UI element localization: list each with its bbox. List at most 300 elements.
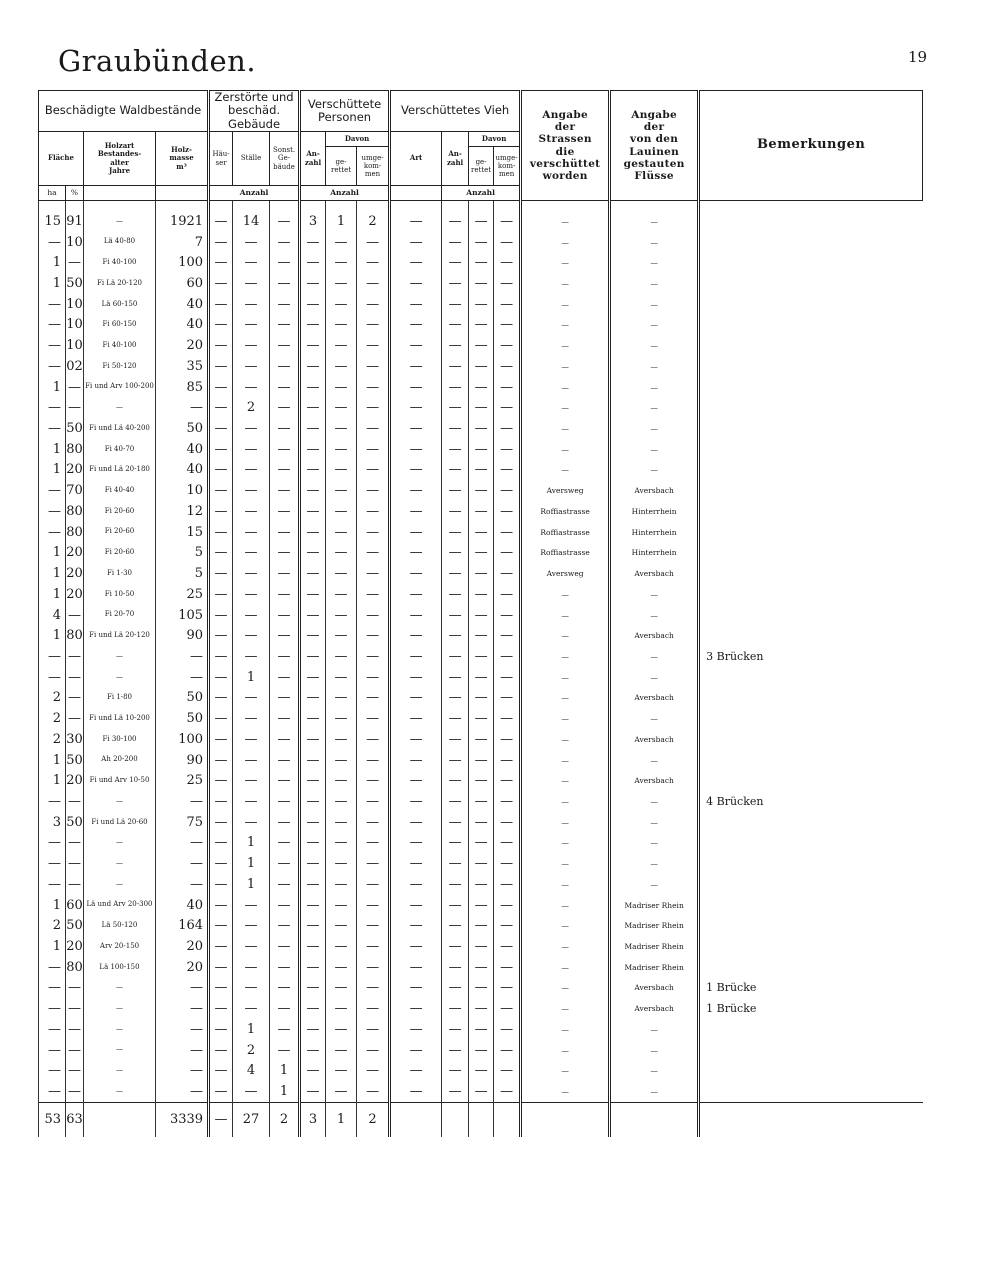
- cell-vieh-gerettet: —: [469, 232, 494, 253]
- cell-pers-gerettet: —: [326, 1081, 357, 1102]
- cell-pers-gerettet: —: [326, 1040, 357, 1061]
- cell-pers-anzahl: —: [300, 1081, 326, 1102]
- cell-staelle: 1: [233, 853, 270, 874]
- cell-pers-anzahl: —: [300, 729, 326, 750]
- cell-strasse: —: [521, 998, 610, 1019]
- cell-area-pct: 50: [66, 273, 84, 294]
- cell-haeuser: —: [209, 522, 233, 543]
- cell-sonst-gebaeude: —: [270, 833, 300, 854]
- cell-haeuser: —: [209, 335, 233, 356]
- cell-pers-umgekommen: —: [357, 294, 390, 315]
- cell-holzmasse: 90: [156, 625, 209, 646]
- cell-fluss: Hinterrhein: [610, 501, 699, 522]
- cell-vieh-umgekommen: —: [494, 397, 521, 418]
- cell-fluss: Madriser Rhein: [610, 957, 699, 978]
- cell-area-ha: —: [39, 315, 66, 336]
- cell-pers-gerettet: —: [326, 708, 357, 729]
- cell-staelle: —: [233, 377, 270, 398]
- cell-pers-anzahl: —: [300, 377, 326, 398]
- cell-fluss: Hinterrhein: [610, 543, 699, 564]
- cell-strasse: —: [521, 833, 610, 854]
- cell-sonst-gebaeude: —: [270, 252, 300, 273]
- cell-holzart: Fi 10-50: [84, 584, 156, 605]
- cell-staelle: —: [233, 750, 270, 771]
- cell-area-pct: 20: [66, 563, 84, 584]
- cell-area-pct: —: [66, 377, 84, 398]
- cell-staelle: —: [233, 957, 270, 978]
- cell-holzart: Fi 1-30: [84, 563, 156, 584]
- cell-strasse: —: [521, 201, 610, 232]
- cell-vieh-anzahl: —: [442, 584, 469, 605]
- cell-pers-gerettet: —: [326, 605, 357, 626]
- cell-bemerkung: [699, 1102, 923, 1137]
- cell-pers-gerettet: —: [326, 998, 357, 1019]
- cell-holzart: Fi 40-70: [84, 439, 156, 460]
- cell-area-pct: —: [66, 874, 84, 895]
- cell-vieh-gerettet: —: [469, 895, 494, 916]
- cell-area-pct: 50: [66, 812, 84, 833]
- cell-pers-anzahl: —: [300, 915, 326, 936]
- cell-area-ha: 1: [39, 460, 66, 481]
- cell-pers-umgekommen: —: [357, 522, 390, 543]
- cell-holzmasse: 40: [156, 294, 209, 315]
- cell-pers-gerettet: —: [326, 315, 357, 336]
- table-row: [39, 646, 923, 667]
- cell-vieh-art: [390, 1102, 442, 1137]
- table-row: [39, 1040, 923, 1061]
- cell-vieh-gerettet: —: [469, 791, 494, 812]
- cell-holzmasse: 85: [156, 377, 209, 398]
- cell-haeuser: —: [209, 356, 233, 377]
- table-row: [39, 418, 923, 439]
- cell-fluss: [610, 1102, 699, 1137]
- cell-vieh-umgekommen: —: [494, 833, 521, 854]
- table-row: [39, 770, 923, 791]
- cell-vieh-anzahl: —: [442, 667, 469, 688]
- cell-strasse: —: [521, 356, 610, 377]
- cell-strasse: —: [521, 625, 610, 646]
- cell-fluss: —: [610, 1081, 699, 1102]
- cell-sonst-gebaeude: —: [270, 874, 300, 895]
- unit-blank: [84, 186, 156, 201]
- cell-staelle: —: [233, 915, 270, 936]
- cell-vieh-umgekommen: —: [494, 667, 521, 688]
- cell-vieh-umgekommen: —: [494, 812, 521, 833]
- cell-haeuser: —: [209, 584, 233, 605]
- cell-vieh-umgekommen: —: [494, 335, 521, 356]
- cell-vieh-gerettet: —: [469, 418, 494, 439]
- cell-vieh-anzahl: —: [442, 397, 469, 418]
- cell-strasse: —: [521, 729, 610, 750]
- cell-haeuser: —: [209, 750, 233, 771]
- cell-fluss: —: [610, 418, 699, 439]
- cell-vieh-umgekommen: —: [494, 439, 521, 460]
- cell-pers-umgekommen: —: [357, 915, 390, 936]
- cell-sonst-gebaeude: —: [270, 1019, 300, 1040]
- cell-bemerkung: [699, 895, 923, 916]
- cell-pers-anzahl: —: [300, 315, 326, 336]
- cell-fluss: Madriser Rhein: [610, 915, 699, 936]
- cell-strasse: —: [521, 1019, 610, 1040]
- cell-vieh-anzahl: —: [442, 1060, 469, 1081]
- cell-area-pct: 80: [66, 522, 84, 543]
- cell-vieh-umgekommen: —: [494, 1060, 521, 1081]
- cell-area-pct: 63: [66, 1102, 84, 1137]
- cell-vieh-umgekommen: —: [494, 729, 521, 750]
- cell-vieh-umgekommen: —: [494, 625, 521, 646]
- cell-area-ha: 2: [39, 729, 66, 750]
- table-row: [39, 335, 923, 356]
- cell-haeuser: —: [209, 252, 233, 273]
- cell-holzmasse: —: [156, 1081, 209, 1102]
- cell-vieh-umgekommen: —: [494, 1040, 521, 1061]
- unit-pct: %: [66, 186, 84, 201]
- cell-fluss: Aversbach: [610, 563, 699, 584]
- header-holzart: Holzart Bestandes- alter Jahre: [84, 132, 156, 186]
- cell-area-ha: 15: [39, 201, 66, 232]
- header-vieh-davon: Davon: [469, 132, 521, 147]
- cell-bemerkung: [699, 812, 923, 833]
- cell-bemerkung: [699, 543, 923, 564]
- cell-bemerkung: 1 Brücke: [699, 978, 923, 999]
- cell-vieh-anzahl: —: [442, 874, 469, 895]
- cell-pers-anzahl: —: [300, 418, 326, 439]
- cell-haeuser: —: [209, 543, 233, 564]
- cell-fluss: —: [610, 356, 699, 377]
- cell-holzmasse: —: [156, 833, 209, 854]
- cell-vieh-gerettet: —: [469, 646, 494, 667]
- cell-holzmasse: 5: [156, 563, 209, 584]
- cell-area-ha: —: [39, 418, 66, 439]
- cell-sonst-gebaeude: —: [270, 625, 300, 646]
- cell-holzmasse: —: [156, 853, 209, 874]
- cell-bemerkung: [699, 688, 923, 709]
- table-row: [39, 1060, 923, 1081]
- table-row: [39, 750, 923, 771]
- cell-pers-anzahl: —: [300, 625, 326, 646]
- cell-pers-anzahl: —: [300, 232, 326, 253]
- cell-haeuser: —: [209, 770, 233, 791]
- cell-vieh-gerettet: —: [469, 1040, 494, 1061]
- cell-pers-umgekommen: —: [357, 273, 390, 294]
- cell-area-ha: 1: [39, 936, 66, 957]
- cell-haeuser: —: [209, 1019, 233, 1040]
- cell-holzart: —: [84, 998, 156, 1019]
- cell-fluss: —: [610, 812, 699, 833]
- cell-pers-anzahl: —: [300, 874, 326, 895]
- cell-vieh-anzahl: —: [442, 294, 469, 315]
- cell-holzmasse: —: [156, 1040, 209, 1061]
- cell-pers-anzahl: —: [300, 978, 326, 999]
- cell-area-pct: 20: [66, 936, 84, 957]
- cell-vieh-anzahl: —: [442, 460, 469, 481]
- cell-pers-umgekommen: —: [357, 833, 390, 854]
- cell-sonst-gebaeude: —: [270, 501, 300, 522]
- cell-vieh-art: —: [390, 252, 442, 273]
- cell-fluss: —: [610, 232, 699, 253]
- cell-vieh-gerettet: —: [469, 201, 494, 232]
- cell-holzart: Fi 40-40: [84, 480, 156, 501]
- cell-bemerkung: [699, 439, 923, 460]
- cell-vieh-umgekommen: —: [494, 1019, 521, 1040]
- cell-vieh-umgekommen: —: [494, 543, 521, 564]
- cell-strasse: —: [521, 667, 610, 688]
- cell-pers-umgekommen: 2: [357, 201, 390, 232]
- cell-holzart: Fi 1-80: [84, 688, 156, 709]
- cell-pers-umgekommen: —: [357, 625, 390, 646]
- cell-area-pct: 50: [66, 750, 84, 771]
- cell-pers-gerettet: —: [326, 439, 357, 460]
- cell-haeuser: —: [209, 294, 233, 315]
- cell-pers-gerettet: —: [326, 812, 357, 833]
- cell-area-ha: 1: [39, 439, 66, 460]
- cell-haeuser: —: [209, 625, 233, 646]
- cell-pers-umgekommen: —: [357, 439, 390, 460]
- cell-vieh-art: —: [390, 356, 442, 377]
- table-row: [39, 936, 923, 957]
- table-row: [39, 605, 923, 626]
- cell-bemerkung: [699, 915, 923, 936]
- cell-vieh-art: —: [390, 418, 442, 439]
- cell-bemerkung: 4 Brücken: [699, 791, 923, 812]
- cell-holzart: Fi 20-70: [84, 605, 156, 626]
- cell-vieh-anzahl: —: [442, 480, 469, 501]
- cell-vieh-anzahl: —: [442, 201, 469, 232]
- cell-vieh-gerettet: —: [469, 294, 494, 315]
- cell-vieh-art: —: [390, 397, 442, 418]
- cell-vieh-gerettet: —: [469, 273, 494, 294]
- total-row: [39, 1102, 923, 1137]
- cell-pers-gerettet: —: [326, 750, 357, 771]
- cell-vieh-gerettet: —: [469, 957, 494, 978]
- cell-haeuser: —: [209, 563, 233, 584]
- cell-vieh-umgekommen: —: [494, 895, 521, 916]
- cell-staelle: —: [233, 480, 270, 501]
- cell-vieh-art: —: [390, 1081, 442, 1102]
- cell-vieh-anzahl: —: [442, 315, 469, 336]
- table-row: [39, 853, 923, 874]
- cell-strasse: —: [521, 605, 610, 626]
- cell-bemerkung: [699, 501, 923, 522]
- cell-pers-anzahl: —: [300, 770, 326, 791]
- header-sonst: Sonst. Ge- bäude: [270, 132, 300, 186]
- cell-pers-umgekommen: —: [357, 501, 390, 522]
- cell-strasse: —: [521, 418, 610, 439]
- unit-pers-anzahl: Anzahl: [300, 186, 390, 201]
- cell-strasse: Roffiastrasse: [521, 543, 610, 564]
- cell-vieh-gerettet: —: [469, 688, 494, 709]
- cell-vieh-art: —: [390, 625, 442, 646]
- cell-sonst-gebaeude: —: [270, 812, 300, 833]
- cell-area-ha: —: [39, 1060, 66, 1081]
- cell-pers-gerettet: —: [326, 853, 357, 874]
- cell-staelle: —: [233, 978, 270, 999]
- table-row: [39, 252, 923, 273]
- cell-pers-anzahl: 3: [300, 201, 326, 232]
- cell-holzmasse: 100: [156, 729, 209, 750]
- cell-bemerkung: [699, 232, 923, 253]
- cell-strasse: Roffiastrasse: [521, 501, 610, 522]
- cell-pers-gerettet: —: [326, 667, 357, 688]
- header-vieh: Verschüttetes Vieh: [390, 91, 521, 132]
- cell-pers-anzahl: 3: [300, 1102, 326, 1137]
- cell-pers-anzahl: —: [300, 522, 326, 543]
- cell-vieh-art: —: [390, 957, 442, 978]
- cell-vieh-anzahl: —: [442, 232, 469, 253]
- cell-haeuser: —: [209, 1081, 233, 1102]
- cell-bemerkung: [699, 315, 923, 336]
- cell-pers-umgekommen: —: [357, 667, 390, 688]
- cell-pers-anzahl: —: [300, 439, 326, 460]
- cell-area-pct: —: [66, 708, 84, 729]
- cell-vieh-art: —: [390, 1019, 442, 1040]
- cell-pers-anzahl: —: [300, 833, 326, 854]
- table-row: [39, 501, 923, 522]
- cell-holzart: —: [84, 201, 156, 232]
- cell-pers-gerettet: —: [326, 522, 357, 543]
- cell-holzmasse: 20: [156, 957, 209, 978]
- cell-area-pct: 50: [66, 418, 84, 439]
- cell-area-pct: —: [66, 791, 84, 812]
- cell-vieh-gerettet: —: [469, 605, 494, 626]
- cell-sonst-gebaeude: —: [270, 294, 300, 315]
- cell-vieh-gerettet: —: [469, 874, 494, 895]
- cell-area-ha: —: [39, 335, 66, 356]
- cell-sonst-gebaeude: —: [270, 315, 300, 336]
- cell-staelle: —: [233, 584, 270, 605]
- cell-area-ha: 1: [39, 543, 66, 564]
- table-body: [39, 201, 923, 1137]
- cell-pers-umgekommen: —: [357, 1081, 390, 1102]
- cell-vieh-anzahl: —: [442, 377, 469, 398]
- cell-haeuser: —: [209, 729, 233, 750]
- cell-holzart: —: [84, 1040, 156, 1061]
- cell-vieh-art: —: [390, 833, 442, 854]
- unit-blank: [390, 186, 442, 201]
- cell-strasse: —: [521, 791, 610, 812]
- cell-strasse: —: [521, 770, 610, 791]
- cell-staelle: —: [233, 335, 270, 356]
- cell-pers-umgekommen: —: [357, 978, 390, 999]
- cell-strasse: —: [521, 439, 610, 460]
- cell-staelle: 4: [233, 1060, 270, 1081]
- cell-vieh-gerettet: —: [469, 1019, 494, 1040]
- cell-vieh-anzahl: —: [442, 833, 469, 854]
- cell-vieh-gerettet: —: [469, 397, 494, 418]
- header-bemerkungen: Bemerkungen: [699, 91, 923, 201]
- cell-pers-anzahl: —: [300, 688, 326, 709]
- cell-pers-gerettet: —: [326, 335, 357, 356]
- cell-vieh-anzahl: —: [442, 750, 469, 771]
- cell-holzart: Lä 40-80: [84, 232, 156, 253]
- cell-fluss: —: [610, 667, 699, 688]
- cell-vieh-gerettet: —: [469, 315, 494, 336]
- cell-sonst-gebaeude: —: [270, 273, 300, 294]
- cell-strasse: —: [521, 688, 610, 709]
- cell-strasse: —: [521, 646, 610, 667]
- cell-bemerkung: [699, 201, 923, 232]
- unit-geb-anzahl: Anzahl: [209, 186, 300, 201]
- cell-staelle: —: [233, 1081, 270, 1102]
- cell-bemerkung: [699, 294, 923, 315]
- cell-pers-umgekommen: —: [357, 480, 390, 501]
- cell-staelle: —: [233, 895, 270, 916]
- cell-area-pct: —: [66, 998, 84, 1019]
- cell-holzart: —: [84, 1081, 156, 1102]
- cell-haeuser: —: [209, 501, 233, 522]
- cell-vieh-anzahl: —: [442, 915, 469, 936]
- cell-vieh-gerettet: —: [469, 833, 494, 854]
- cell-pers-umgekommen: —: [357, 1019, 390, 1040]
- cell-pers-anzahl: —: [300, 812, 326, 833]
- cell-vieh-anzahl: —: [442, 729, 469, 750]
- table-row: [39, 874, 923, 895]
- cell-pers-umgekommen: —: [357, 750, 390, 771]
- cell-bemerkung: [699, 729, 923, 750]
- cell-pers-umgekommen: —: [357, 356, 390, 377]
- cell-holzart: Lä 50-120: [84, 915, 156, 936]
- cell-holzmasse: 15: [156, 522, 209, 543]
- cell-area-ha: 53: [39, 1102, 66, 1137]
- cell-holzmasse: 1921: [156, 201, 209, 232]
- cell-fluss: Aversbach: [610, 978, 699, 999]
- cell-bemerkung: [699, 563, 923, 584]
- cell-pers-anzahl: —: [300, 335, 326, 356]
- table-row: [39, 812, 923, 833]
- cell-vieh-art: —: [390, 998, 442, 1019]
- cell-pers-umgekommen: —: [357, 646, 390, 667]
- cell-vieh-umgekommen: —: [494, 584, 521, 605]
- table-row: [39, 584, 923, 605]
- cell-pers-anzahl: —: [300, 957, 326, 978]
- cell-area-ha: —: [39, 833, 66, 854]
- cell-vieh-art: —: [390, 729, 442, 750]
- cell-area-pct: 20: [66, 460, 84, 481]
- cell-vieh-anzahl: —: [442, 957, 469, 978]
- cell-sonst-gebaeude: —: [270, 377, 300, 398]
- cell-pers-anzahl: —: [300, 605, 326, 626]
- cell-haeuser: —: [209, 791, 233, 812]
- cell-pers-umgekommen: —: [357, 335, 390, 356]
- header-pers-anzahl: An- zahl: [300, 132, 326, 186]
- cell-pers-gerettet: —: [326, 356, 357, 377]
- cell-sonst-gebaeude: —: [270, 563, 300, 584]
- cell-fluss: Madriser Rhein: [610, 895, 699, 916]
- cell-vieh-umgekommen: —: [494, 750, 521, 771]
- cell-sonst-gebaeude: —: [270, 791, 300, 812]
- cell-pers-gerettet: —: [326, 625, 357, 646]
- cell-holzmasse: 60: [156, 273, 209, 294]
- header-vieh-anzahl: An- zahl: [442, 132, 469, 186]
- cell-sonst-gebaeude: —: [270, 915, 300, 936]
- cell-pers-anzahl: —: [300, 273, 326, 294]
- table-row: [39, 978, 923, 999]
- cell-fluss: —: [610, 853, 699, 874]
- table-row: [39, 480, 923, 501]
- cell-pers-gerettet: —: [326, 770, 357, 791]
- cell-haeuser: —: [209, 708, 233, 729]
- cell-haeuser: —: [209, 936, 233, 957]
- cell-haeuser: —: [209, 895, 233, 916]
- cell-holzmasse: 10: [156, 480, 209, 501]
- cell-area-ha: —: [39, 356, 66, 377]
- table-row: [39, 895, 923, 916]
- cell-sonst-gebaeude: —: [270, 418, 300, 439]
- cell-area-pct: —: [66, 667, 84, 688]
- cell-holzmasse: 3339: [156, 1102, 209, 1137]
- cell-pers-gerettet: —: [326, 874, 357, 895]
- cell-area-ha: —: [39, 874, 66, 895]
